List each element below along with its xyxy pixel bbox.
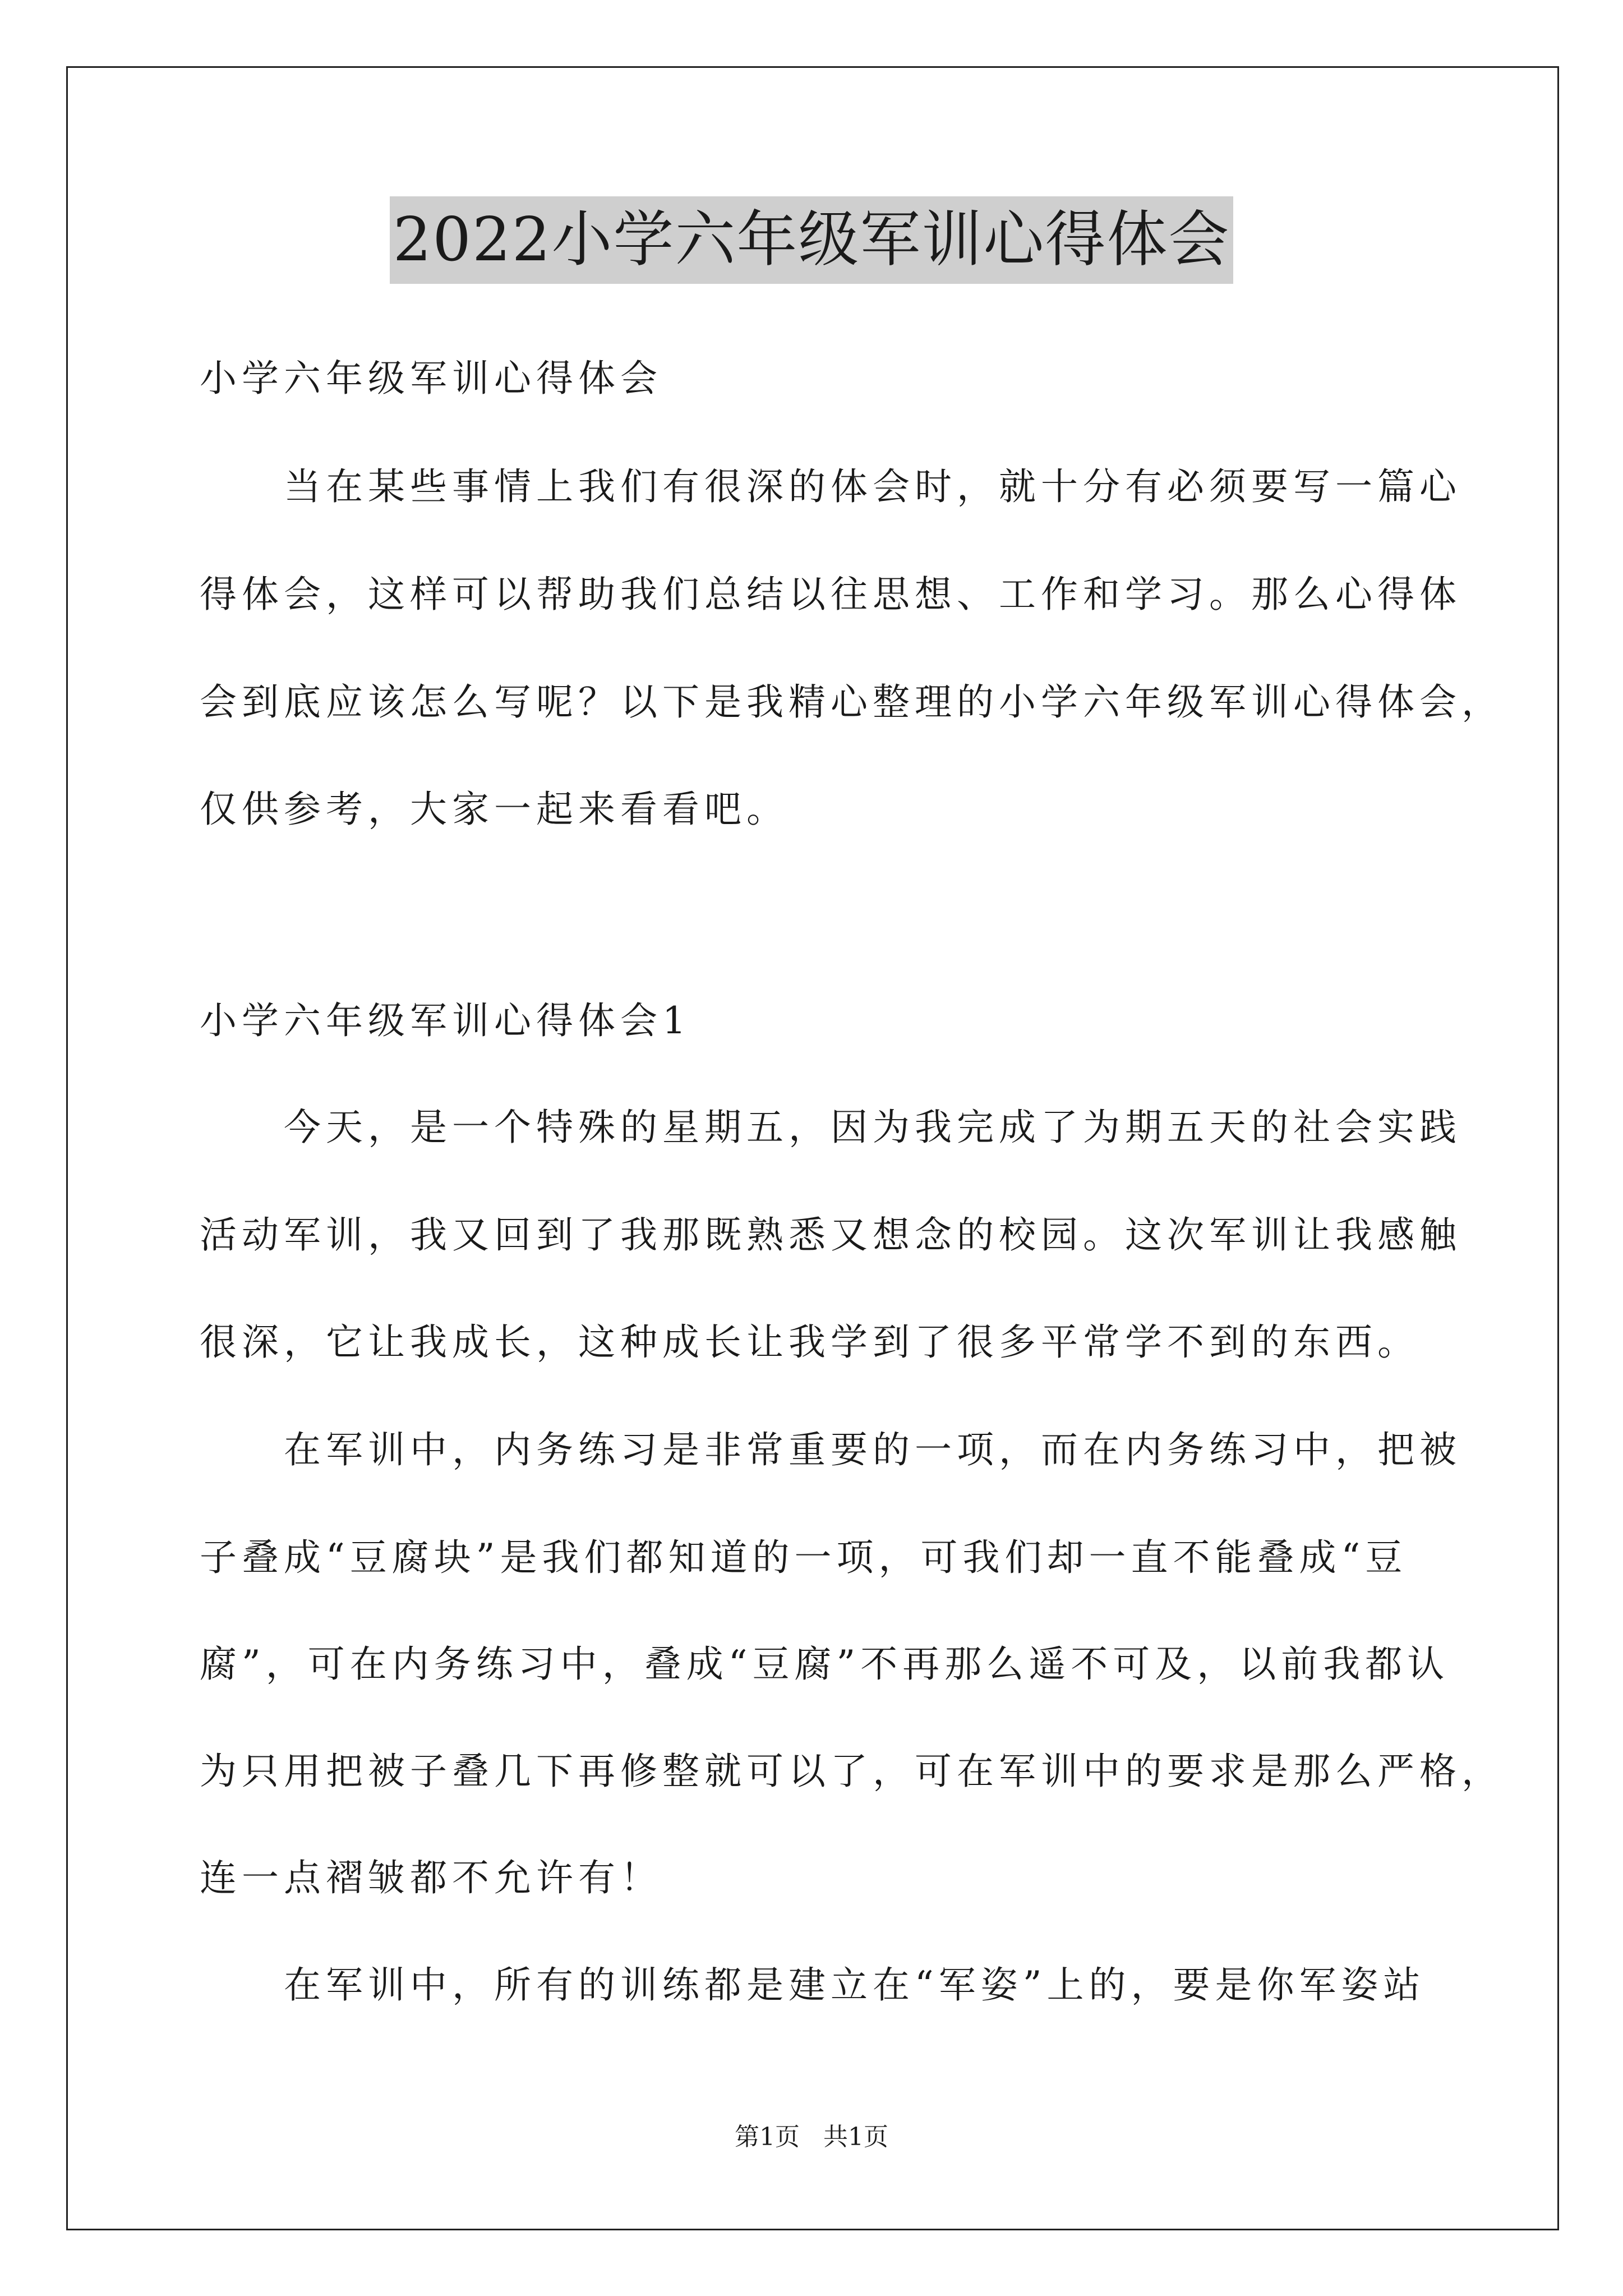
paragraph-line: 在军训中，所有的训练都是建立在“军姿”上的，要是你军姿站 xyxy=(200,1963,1426,2007)
section-heading: 小学六年级军训心得体会1 xyxy=(200,999,691,1042)
page-footer xyxy=(0,2120,1623,2154)
section-heading: 小学六年级军训心得体会 xyxy=(200,357,662,400)
paragraph-line: 活动军训，我又回到了我那既熟悉又想念的校园。这次军训让我感触 xyxy=(200,1213,1461,1257)
paragraph-line: 得体会，这样可以帮助我们总结以往思想、工作和学习。那么心得体 xyxy=(200,573,1461,616)
paragraph-line: 会到底应该怎么写呢？以下是我精心整理的小学六年级军训心得体会， xyxy=(200,680,1504,724)
page-number: 第1页 xyxy=(735,2123,800,2151)
paragraph-line: 为只用把被子叠几下再修整就可以了，可在军训中的要求是那么严格， xyxy=(200,1750,1504,1793)
page-total: 共1页 xyxy=(823,2123,888,2151)
document-title: 2022小学六年级军训心得体会 xyxy=(390,196,1234,284)
paragraph-line: 仅供参考，大家一起来看看吧。 xyxy=(200,788,789,831)
paragraph-line: 很深，它让我成长，这种成长让我学到了很多平常学不到的东西。 xyxy=(200,1320,1419,1364)
paragraph-line: 腐”，可在内务练习中，叠成“豆腐”不再那么遥不可及，以前我都认 xyxy=(200,1642,1450,1686)
paragraph-line: 当在某些事情上我们有很深的体会时，就十分有必须要写一篇心 xyxy=(200,465,1461,508)
paragraph-line: 在军训中，内务练习是非常重要的一项，而在内务练习中，把被 xyxy=(200,1428,1461,1471)
title-container xyxy=(0,196,1623,284)
paragraph-line: 子叠成“豆腐块”是我们都知道的一项，可我们却一直不能叠成“豆 xyxy=(200,1536,1408,1579)
paragraph-line: 连一点褶皱都不允许有！ xyxy=(200,1856,662,1899)
paragraph-line: 今天，是一个特殊的星期五，因为我完成了为期五天的社会实践 xyxy=(200,1106,1461,1149)
